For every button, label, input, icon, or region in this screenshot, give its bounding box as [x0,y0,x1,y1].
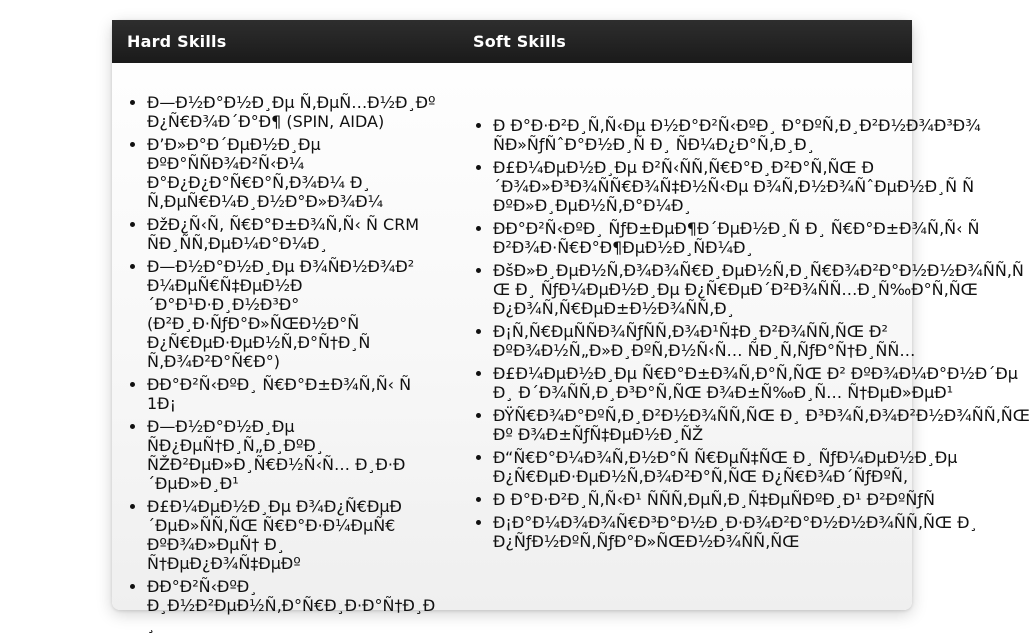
soft-skills-list [473,116,1030,551]
list-item: • Ð—Ð½Ð°Ð½Ð¸Ðµ Ñ‚ÐµÑ…Ð½Ð¸Ðº Ð¿Ñ€Ð¾Ð´Ð°Ð¶ (SPIN, AIDA) [147,93,437,131]
list-item: • Ð£Ð¼ÐµÐ½Ð¸Ðµ Ð²Ñ‹ÑÑ‚Ñ€Ð°Ð¸Ð²Ð°Ñ‚ÑŒ Ð´Ð¾Ð»Ð³Ð¾ÑÑ€Ð¾Ñ‡Ð½Ñ‹Ðµ Ð¾Ñ‚Ð½Ð¾ÑˆÐµÐ½Ð¸Ñ Ñ ÐºÐ»Ð¸ÐµÐ½Ñ‚Ð°Ð¼Ð¸ [493,158,1033,215]
list-item: • Ð—Ð½Ð°Ð½Ð¸Ðµ ÑÐ¿ÐµÑ†Ð¸Ñ„Ð¸ÐºÐ¸ ÑŽÐ²ÐµÐ»Ð¸Ñ€Ð½Ñ‹Ñ… Ð¸Ð·Ð´ÐµÐ»Ð¸Ð¹ [147,417,437,493]
list-item: • Ð—Ð½Ð°Ð½Ð¸Ðµ Ð¾ÑÐ½Ð¾Ð² Ð¼ÐµÑ€Ñ‡ÐµÐ½Ð´Ð°Ð¹Ð·Ð¸Ð½Ð³Ð° (Ð²Ð¸Ð·ÑƒÐ°Ð»ÑŒÐ½Ð°Ñ Ð¿Ñ€ÐµÐ·ÐµÐ½Ñ‚Ð°Ñ†Ð¸Ñ Ñ‚Ð¾Ð²Ð°Ñ€Ð°) [147,257,437,371]
skills-table [112,20,1030,634]
table-header [112,20,912,63]
list-item: • Ð’Ð»Ð°Ð´ÐµÐ½Ð¸Ðµ ÐºÐ°ÑÑÐ¾Ð²Ñ‹Ð¼ Ð°Ð¿Ð¿Ð°Ñ€Ð°Ñ‚Ð¾Ð¼ Ð¸ Ñ‚ÐµÑ€Ð¼Ð¸Ð½Ð°Ð»Ð¾Ð¼ [147,135,437,211]
list-item: • Ð Ð°Ð·Ð²Ð¸Ñ‚Ñ‹Ðµ Ð½Ð°Ð²Ñ‹ÐºÐ¸ Ð°ÐºÑ‚Ð¸Ð²Ð½Ð¾Ð³Ð¾ ÑÐ»ÑƒÑˆÐ°Ð½Ð¸Ñ Ð¸ ÑÐ¼Ð¿Ð°Ñ‚Ð¸Ð¸ [493,116,1033,154]
hard-skills-list [127,93,437,634]
list-item: • Ð£Ð¼ÐµÐ½Ð¸Ðµ Ñ€Ð°Ð±Ð¾Ñ‚Ð°Ñ‚ÑŒ Ð² ÐºÐ¾Ð¼Ð°Ð½Ð´Ðµ Ð¸ Ð´Ð¾ÑÑ‚Ð¸Ð³Ð°Ñ‚ÑŒ Ð¾Ð±Ñ‰Ð¸Ñ… Ñ†ÐµÐ»ÐµÐ¹ [493,364,1033,402]
list-item: • Ð“Ñ€Ð°Ð¼Ð¾Ñ‚Ð½Ð°Ñ Ñ€ÐµÑ‡ÑŒ Ð¸ ÑƒÐ¼ÐµÐ½Ð¸Ðµ Ð¿Ñ€ÐµÐ·ÐµÐ½Ñ‚Ð¾Ð²Ð°Ñ‚ÑŒ Ð¿Ñ€Ð¾Ð´ÑƒÐºÑ‚ [493,448,1033,486]
list-item: • Ð¡Ñ‚Ñ€ÐµÑÑÐ¾ÑƒÑÑ‚Ð¾Ð¹Ñ‡Ð¸Ð²Ð¾ÑÑ‚ÑŒ Ð² ÐºÐ¾Ð½Ñ„Ð»Ð¸ÐºÑ‚Ð½Ñ‹Ñ… ÑÐ¸Ñ‚ÑƒÐ°Ñ†Ð¸ÑÑ… [493,322,1033,360]
soft-skills-column [473,116,1030,555]
list-item: • ÐÐ°Ð²Ñ‹ÐºÐ¸ Ñ€Ð°Ð±Ð¾Ñ‚Ñ‹ Ñ 1Ð¡ [147,375,437,413]
list-item: • ÐŸÑ€Ð¾Ð°ÐºÑ‚Ð¸Ð²Ð½Ð¾ÑÑ‚ÑŒ Ð¸ Ð³Ð¾Ñ‚Ð¾Ð²Ð½Ð¾ÑÑ‚ÑŒ Ðº Ð¾Ð±ÑƒÑ‡ÐµÐ½Ð¸ÑŽ [493,406,1033,444]
list-item: • Ð¡Ð°Ð¼Ð¾Ð¾Ñ€Ð³Ð°Ð½Ð¸Ð·Ð¾Ð²Ð°Ð½Ð½Ð¾ÑÑ‚ÑŒ Ð¸ Ð¿ÑƒÐ½ÐºÑ‚ÑƒÐ°Ð»ÑŒÐ½Ð¾ÑÑ‚ÑŒ [493,513,1033,551]
list-item: • Ð£Ð¼ÐµÐ½Ð¸Ðµ Ð¾Ð¿Ñ€ÐµÐ´ÐµÐ»ÑÑ‚ÑŒ Ñ€Ð°Ð·Ð¼ÐµÑ€ ÐºÐ¾Ð»ÐµÑ† Ð¸ Ñ†ÐµÐ¿Ð¾Ñ‡ÐµÐº [147,497,437,573]
soft-skills-header: Soft Skills [473,32,567,51]
hard-skills-column [127,93,437,638]
list-item: • ÐÐ°Ð²Ñ‹ÐºÐ¸ ÑƒÐ±ÐµÐ¶Ð´ÐµÐ½Ð¸Ñ Ð¸ Ñ€Ð°Ð±Ð¾Ñ‚Ñ‹ Ñ Ð²Ð¾Ð·Ñ€Ð°Ð¶ÐµÐ½Ð¸ÑÐ¼Ð¸ [493,219,1033,257]
list-item: • ÐšÐ»Ð¸ÐµÐ½Ñ‚Ð¾Ð¾Ñ€Ð¸ÐµÐ½Ñ‚Ð¸Ñ€Ð¾Ð²Ð°Ð½Ð½Ð¾ÑÑ‚ÑŒ Ð¸ ÑƒÐ¼ÐµÐ½Ð¸Ðµ Ð¿Ñ€ÐµÐ´Ð²Ð¾ÑÑ…Ð¸Ñ‰Ð°Ñ‚ÑŒ Ð¿Ð¾Ñ‚Ñ€ÐµÐ±Ð½Ð¾ÑÑ‚Ð¸ [493,261,1033,318]
hard-skills-header: Hard Skills [127,32,227,51]
list-item: • ÐÐ°Ð²Ñ‹ÐºÐ¸ Ð¸Ð½Ð²ÐµÐ½Ñ‚Ð°Ñ€Ð¸Ð·Ð°Ñ†Ð¸Ð¸ [147,577,437,634]
list-item: • ÐžÐ¿Ñ‹Ñ‚ Ñ€Ð°Ð±Ð¾Ñ‚Ñ‹ Ñ CRM ÑÐ¸ÑÑ‚ÐµÐ¼Ð°Ð¼Ð¸ [147,215,437,253]
list-item: • Ð Ð°Ð·Ð²Ð¸Ñ‚Ñ‹Ð¹ ÑÑÑ‚ÐµÑ‚Ð¸Ñ‡ÐµÑÐºÐ¸Ð¹ Ð²ÐºÑƒÑ [493,490,1033,509]
